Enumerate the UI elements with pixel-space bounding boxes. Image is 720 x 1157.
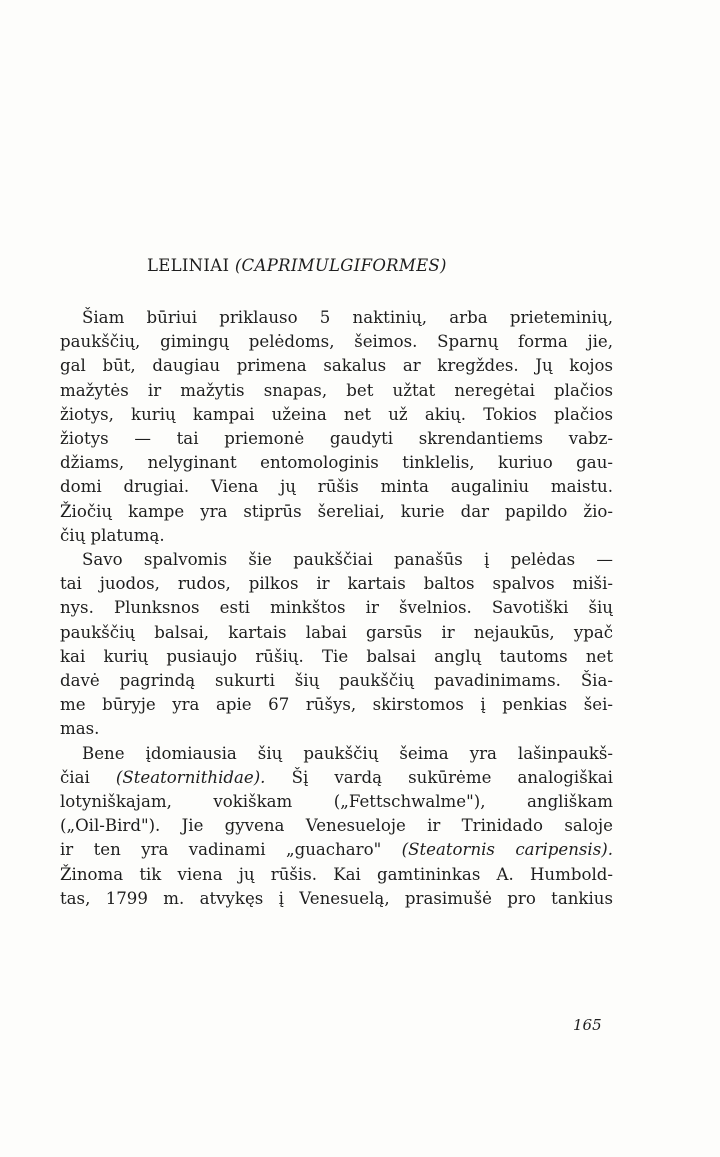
text-line	[60, 766, 613, 790]
text-fragment: Šį vardą sukūrėme analogiškai	[265, 767, 613, 787]
text-line: lotyniškajam, vokiškam („Fettschwalme"), angliškam	[60, 792, 613, 812]
heading-title: LELINIAI	[147, 256, 230, 275]
text-fragment: čiai	[60, 767, 116, 787]
text-line: domi drugiai. Viena jų rūšis minta augaliniu maistu.	[60, 477, 613, 497]
text-line: Žiočių kampe yra stiprūs šereliai, kurie dar papildo žio-	[60, 501, 613, 521]
text-line: Savo spalvomis šie paukščiai panašūs į pelėdas —	[82, 550, 613, 570]
text-line: čių platumą.	[60, 525, 165, 545]
text-line: paukščių, gimingų pelėdoms, šeimos. Sparnų forma jie,	[60, 332, 613, 352]
text-line: mažytės ir mažytis snapas, bet užtat neregėtai plačios	[60, 380, 613, 400]
text-line: tas, 1799 m. atvykęs į Venesuelą, prasimušė pro tankius	[60, 888, 613, 908]
text-line: Šiam būriui priklauso 5 naktinių, arba prieteminių,	[82, 308, 613, 327]
page-number: 165	[573, 1016, 602, 1034]
text-line: paukščių balsai, kartais labai garsūs ir nejaukūs, ypač	[60, 622, 613, 642]
text-fragment: ir ten yra vadinami „guacharo"	[60, 840, 402, 860]
text-line: kai kurių pusiaujo rūšių. Tie balsai anglų tautoms net	[60, 646, 613, 666]
chapter-heading	[147, 256, 567, 275]
text-line: žiotys, kurių kampai užeina net už akių. Tokios plačios	[60, 404, 613, 424]
text-line: mas.	[60, 719, 100, 739]
latin-term: (Steatornithidae).	[115, 767, 266, 787]
text-line: Bene įdomiausia šių paukščių šeima yra lašinpaukš-	[82, 743, 613, 763]
text-line: me būryje yra apie 67 rūšys, skirstomos į penkias šei-	[60, 695, 613, 715]
body-text	[60, 306, 613, 911]
text-line: žiotys — tai priemonė gaudyti skrendantiems vabz-	[60, 429, 613, 449]
text-line: Žinoma tik viena jų rūšis. Kai gamtininkas A. Humbold-	[60, 864, 613, 884]
text-line	[60, 838, 613, 862]
text-line: („Oil-Bird"). Jie gyvena Venesueloje ir Trinidado saloje	[60, 816, 613, 836]
heading-latin-name: (CAPRIMULGIFORMES)	[234, 256, 447, 275]
text-line: tai juodos, rudos, pilkos ir kartais baltos spalvos miši-	[60, 574, 613, 594]
latin-term: (Steatornis caripensis).	[401, 840, 613, 860]
text-line: nys. Plunksnos esti minkštos ir švelnios. Savotiški šių	[60, 598, 613, 618]
text-line: džiams, nelyginant entomologinis tinklelis, kuriuo gau-	[60, 453, 613, 473]
text-line: davė pagrindą sukurti šių paukščių pavadinimams. Šia-	[60, 671, 613, 691]
text-line: gal būt, daugiau primena sakalus ar kregždes. Jų kojos	[60, 356, 613, 376]
